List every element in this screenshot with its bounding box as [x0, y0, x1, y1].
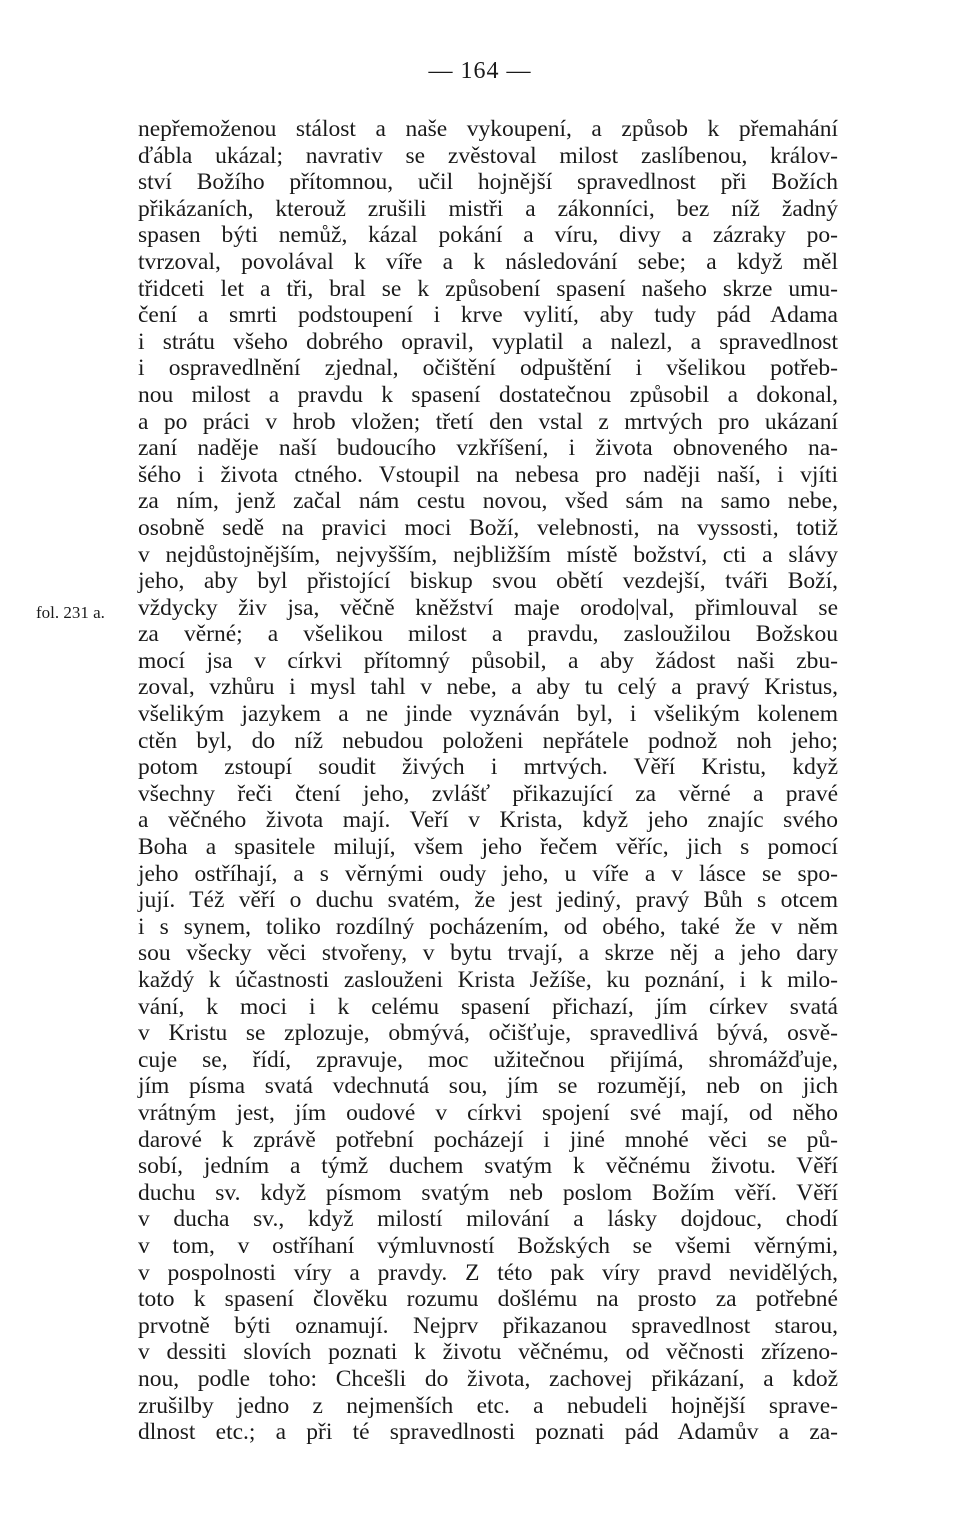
- text-line: každý k účastnosti zaslouženi Krista Ježíše, ku poznání, i k milo-: [138, 967, 838, 993]
- text-line: nou milost a pravdu k spasení dostatečnou způsobil a dokonal,: [138, 381, 838, 408]
- text-line: i ospravedlnění zjednal, očištění odpuštění i všelikou potřeb-: [138, 355, 838, 382]
- text-line: potom zstoupí soudit živých i mrtvých. Věří Kristu, když: [138, 754, 838, 781]
- text-line: i strátu všeho dobrého opravil, vyplatil a nalezl, a spravedlnost: [138, 328, 838, 355]
- text-line: ďábla ukázal; navrativ se zvěstoval milost zaslíbenou, králov-: [138, 142, 838, 169]
- body-text: [138, 116, 838, 1446]
- text-line: cuje se, řídí, zpravuje, moc užitečnou přijímá, shromážďuje,: [138, 1046, 838, 1073]
- text-line: za ním, jenž začal nám cestu novou, všed sám na samo nebe,: [138, 488, 838, 515]
- text-line: za věrné; a všelikou milost a pravdu, zasloužilou Božskou: [138, 621, 838, 648]
- text-line: všelikým jazykem a ne jinde vyznáván byl, i všelikým kolenem: [138, 701, 838, 728]
- text-line: třidceti let a tři, bral se k způsobení spasení našeho skrze umu-: [138, 275, 838, 302]
- text-line: darové k zprávě potřební pocházejí i jiné mnohé věci se pů-: [138, 1126, 838, 1153]
- text-line: jují. Též věří o duchu svatém, že jest jediný, pravý Bůh s otcem: [138, 887, 838, 914]
- text-line: ství Božího přítomnou, učil hojnější spravedlnost při Božích: [138, 169, 838, 196]
- text-line: a po práci v hrob vložen; třetí den vstal z mrtvých pro ukázaní: [138, 408, 838, 435]
- text-line: všechny řeči čtení jeho, zvlášť přikazující za věrné a pravé: [138, 780, 838, 807]
- text-line: zrušilby jedno z nejmenších etc. a nebudeli hojnější sprave-: [138, 1392, 838, 1419]
- text-line: vrátným jest, jím oudové v církvi spojení své mají, od něho: [138, 1099, 838, 1126]
- text-line: přikázaních, kterouž zrušili mistři a zákonníci, bez níž žadný: [138, 195, 838, 222]
- text-line: sou všecky věci stvořeny, v bytu trvají, a skrze něj a jeho dary: [138, 940, 838, 967]
- text-line: sobí, jedním a týmž duchem svatým k věčnému životu. Věří: [138, 1153, 838, 1180]
- text-line: v Kristu se zplozuje, obmývá, očišťuje, spravedlivá bývá, osvě-: [138, 1020, 838, 1047]
- text-line: mocí jsa v církvi přítomný působil, a aby žádost naši zbu-: [138, 647, 838, 674]
- text-line: zoval, vzhůru i mysl tahl v nebe, a aby tu celý a pravý Kristus,: [138, 674, 838, 701]
- text-line: jím písma svatá vdechnutá sou, jím se rozumějí, neb on jich: [138, 1073, 838, 1100]
- text-line: jeho ostříhají, a s věrnými oudy jeho, u víře a v lásce se spo-: [138, 860, 838, 887]
- text-line: prvotně býti oznamují. Nejprv přikazanou spravedlnost starou,: [138, 1312, 838, 1339]
- text-line: nou, podle toho: Chcešli do života, zachovej přikázaní, a kdož: [138, 1365, 838, 1392]
- text-line: nepřemoženou stálost a naše vykoupení, a způsob k přemahání: [138, 116, 838, 142]
- text-line: vání, k moci i k celému spasení přichazí, jím církev svatá: [138, 993, 838, 1020]
- text-line: v dessiti slovích poznati k životu věčnému, od věčnosti zřízeno-: [138, 1339, 838, 1366]
- text-line: i s synem, toliko rozdílný pocházením, od obého, také že v něm: [138, 913, 838, 940]
- text-line: osobně sedě na pravici moci Boží, velebnosti, na vyssosti, totiž: [138, 514, 838, 541]
- text-line: v pospolnosti víry a pravdy. Z této pak víry pravd nevidělých,: [138, 1259, 838, 1286]
- text-line: jeho, aby byl přistojící biskup svou obětí vezdejší, tváři Boží,: [138, 568, 838, 595]
- text-line: duchu sv. když písmom svatým neb poslom Božím věří. Věří: [138, 1179, 838, 1206]
- text-line: v nejdůstojnějším, nejvyšším, nejbližším místě božství, cti a slávy: [138, 541, 838, 568]
- text-line: tvrzoval, povolával k víře a k následování sebe; a když měl: [138, 248, 838, 275]
- text-line: v tom, v ostříhaní výmluvností Božských se všemi věrnými,: [138, 1232, 838, 1259]
- text-line: Boha a spasitele milují, všem jeho řečem věříc, jich s pomocí: [138, 834, 838, 861]
- text-line: dlnost etc.; a při té spravedlnosti poznati pád Adamův a za-: [138, 1419, 838, 1446]
- text-line: zaní naděje naší budoucího vzkříšení, i života obnoveného na-: [138, 435, 838, 462]
- text-line: spasen býti nemůž, kázal pokání a víru, divy a zázraky po-: [138, 222, 838, 249]
- margin-note-folio: fol. 231 a.: [36, 603, 105, 622]
- text-line: toto k spasení člověku rozumu došlému na prosto za potřebné: [138, 1286, 838, 1313]
- text-line: a věčného života mají. Veří v Krista, když jeho znajíc svého: [138, 807, 838, 834]
- text-line: šého i života ctného. Vstoupil na nebesa pro naději naší, i vjíti: [138, 461, 838, 488]
- text-line: vždycky živ jsa, věčně kněžství maje orodo|val, přimlouval se: [138, 594, 838, 621]
- text-line: čení a smrti podstoupení i krve vylití, aby tudy pád Adama: [138, 302, 838, 329]
- text-line: ctěn byl, do níž nebudou položeni nepřátele podnož noh jeho;: [138, 727, 838, 754]
- page-number: — 164 —: [428, 58, 532, 84]
- text-line: v ducha sv., když milostí milování a lásky dojdouc, chodí: [138, 1206, 838, 1233]
